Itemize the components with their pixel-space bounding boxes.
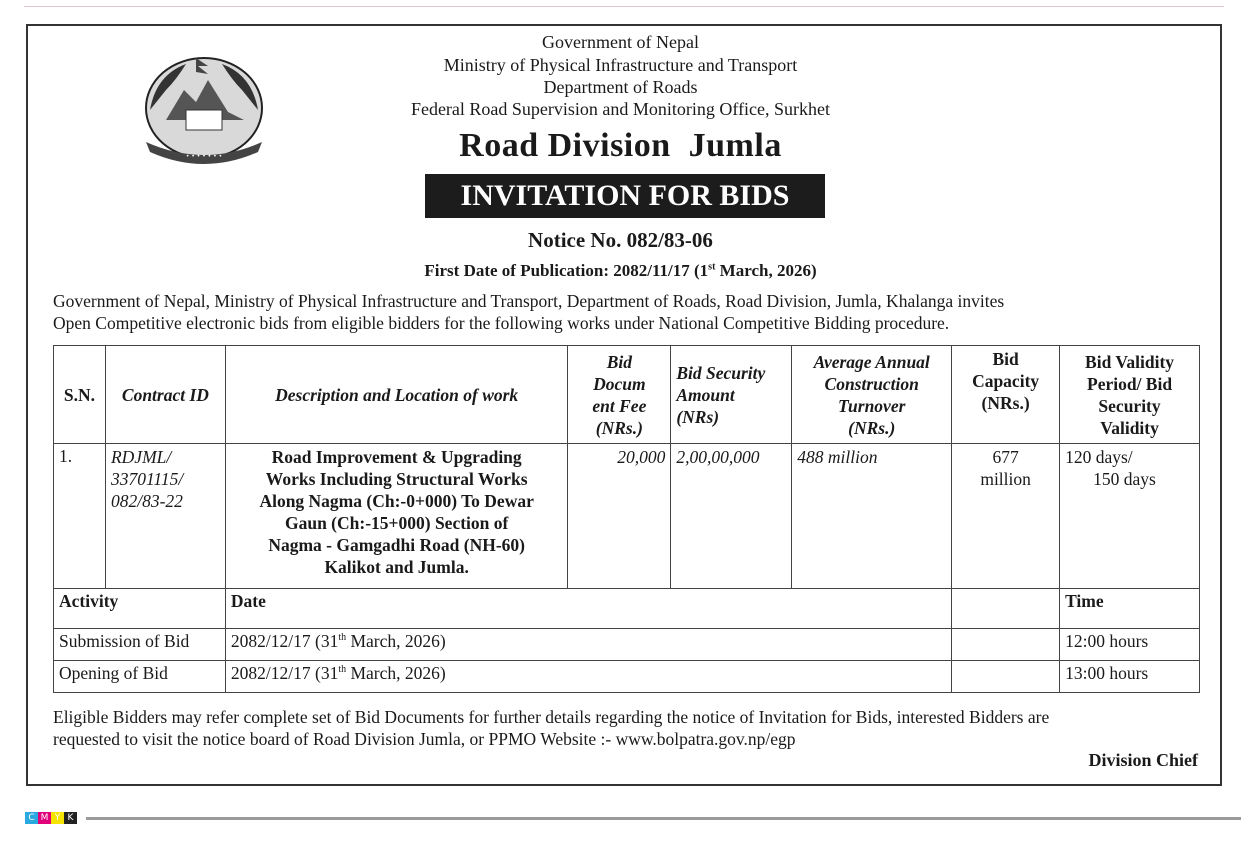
date-header: Date: [225, 589, 951, 629]
row-capacity: 677 million: [952, 444, 1060, 589]
cmyk-y-mark: Y: [51, 812, 64, 824]
empty-cell: [952, 589, 1060, 629]
header-sn: S.N.: [54, 346, 106, 444]
submission-time: 12:00 hours: [1060, 629, 1200, 661]
intro-line-2: Open Competitive electronic bids from eligible bidders for the following works under National Competitive Bidding procedure.: [53, 313, 950, 333]
invitation-banner: INVITATION FOR BIDS: [425, 174, 825, 218]
header-validity: Bid Validity Period/ Bid Security Validity: [1060, 346, 1200, 444]
notice-number: Notice No. 082/83-06: [528, 228, 713, 252]
row-turnover: 488 million: [792, 444, 952, 589]
schedule-row: [54, 629, 1200, 661]
row-contract-id: RDJML/ 33701115/ 082/83-22: [105, 444, 225, 589]
submission-date: 2082/12/17 (31th March, 2026): [225, 629, 951, 661]
opening-time: 13:00 hours: [1060, 661, 1200, 693]
bids-table: [53, 345, 1200, 693]
opening-date: 2082/12/17 (31th March, 2026): [225, 661, 951, 693]
opening-activity: Opening of Bid: [54, 661, 226, 693]
cmyk-m-mark: M: [38, 812, 51, 824]
schedule-row: [54, 661, 1200, 693]
header-contract-id: Contract ID: [105, 346, 225, 444]
row-fee: 20,000: [568, 444, 671, 589]
bottom-rule: [86, 817, 1241, 820]
row-validity: 120 days/ 150 days: [1060, 444, 1200, 589]
intro-line-1: Government of Nepal, Ministry of Physical Infrastructure and Transport, Department of Roads, Road Division, Jumla, Khalanga invites: [53, 291, 1005, 311]
header-capacity: Bid Capacity (NRs.): [952, 346, 1060, 444]
footer-line-2: requested to visit the notice board of Road Division Jumla, or PPMO Website :- www.bolpatra.gov.np/egp: [53, 729, 796, 749]
header-ministry: Ministry of Physical Infrastructure and Transport: [443, 55, 798, 75]
publication-date: First Date of Publication: 2082/11/17 (1st March, 2026): [424, 261, 817, 280]
header-department: Department of Roads: [543, 77, 698, 97]
row-sn: 1.: [54, 444, 106, 589]
header-security: Bid Security Amount (NRs): [671, 346, 792, 444]
empty-cell: [952, 661, 1060, 693]
schedule-header-row: [54, 589, 1200, 629]
submission-activity: Submission of Bid: [54, 629, 226, 661]
top-rule: [24, 6, 1224, 7]
table-header-row: [54, 346, 1200, 444]
cmyk-print-marks: [25, 812, 77, 824]
activity-header: Activity: [54, 589, 226, 629]
header-government: Government of Nepal: [542, 32, 699, 52]
signature: Division Chief: [1088, 750, 1198, 770]
header-turnover: Average Annual Construction Turnover (NRs.): [792, 346, 952, 444]
header-description: Description and Location of work: [225, 346, 568, 444]
header-fee: Bid Docum ent Fee (NRs.): [568, 346, 671, 444]
empty-cell: [952, 629, 1060, 661]
intro-paragraph: [53, 290, 1203, 334]
row-security: 2,00,00,000: [671, 444, 792, 589]
row-description: Road Improvement & Upgrading Works Including Structural Works Along Nagma (Ch:-0+000) To Dewar Gaun (Ch:-15+000) Section of Nagma - Gamgadhi Road (NH-60) Kalikot and Jumla.: [225, 444, 568, 589]
svg-text:• • • • • • •: • • • • • • •: [185, 153, 223, 160]
footer-paragraph: [53, 706, 1203, 750]
footer-line-1: Eligible Bidders may refer complete set of Bid Documents for further details regarding the notice of Invitation for Bids, interested Bidders are: [53, 707, 1050, 727]
table-row: [54, 444, 1200, 589]
page-title: Road Division Jumla: [459, 127, 782, 164]
time-header: Time: [1060, 589, 1200, 629]
header-office: Federal Road Supervision and Monitoring Office, Surkhet: [410, 99, 831, 119]
cmyk-k-mark: K: [64, 812, 77, 824]
cmyk-c-mark: C: [25, 812, 38, 824]
